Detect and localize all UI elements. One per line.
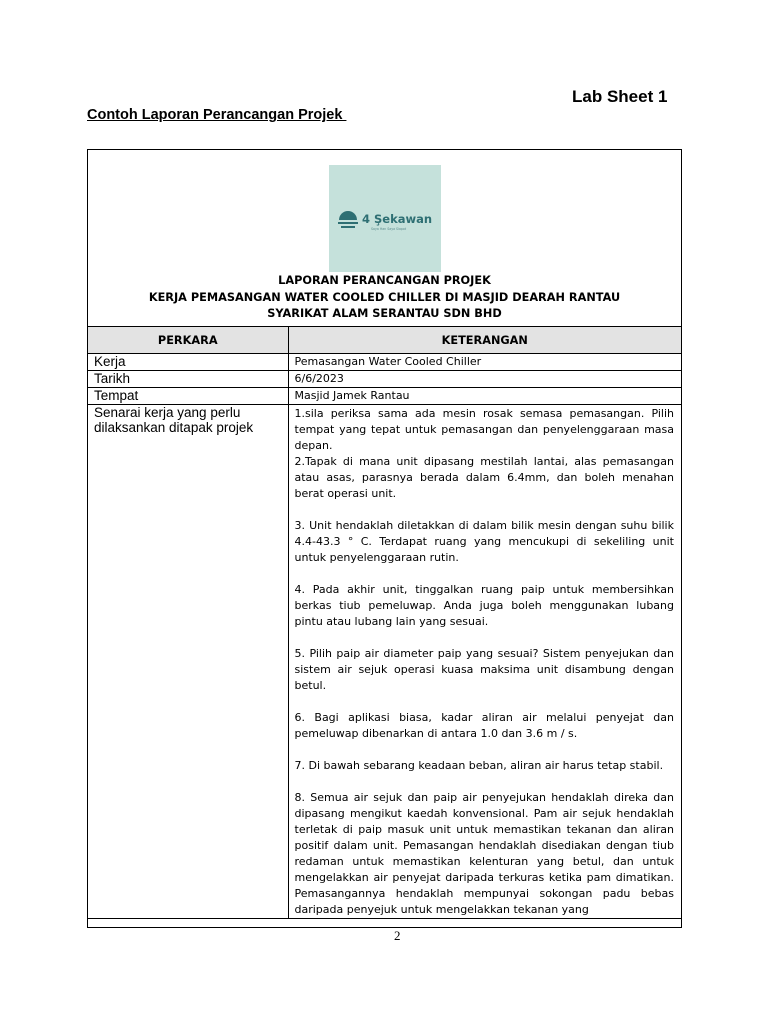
work-item: 2.Tapak di mana unit dipasang mestilah lantai, alas pemasangan atau asas, parasnya berada dalam 6.4mm, dan boleh menahan berat operasi unit. (294, 455, 674, 500)
table-row (88, 354, 681, 371)
row-value-kerja: Pemasangan Water Cooled Chiller (288, 354, 681, 371)
column-header-perkara: PERKARA (88, 327, 288, 354)
work-item: 7. Di bawah sebarang keadaan beban, aliran air harus tetap stabil. (294, 759, 664, 772)
table-row (88, 371, 681, 388)
details-table (88, 326, 681, 919)
report-frame (87, 149, 682, 928)
report-title-line: SYARIKAT ALAM SERANTAU SDN BHD (267, 307, 502, 320)
report-heading (88, 273, 681, 323)
row-value-tempat: Masjid Jamek Rantau (288, 388, 681, 405)
row-label-tempat: Tempat (88, 388, 288, 405)
work-item: 4. Pada akhir unit, tinggalkan ruang paip untuk membersihkan berkas tiub pemeluwap. Anda juga boleh menggunakan lubang pintu atau lubang lain yang sesuai. (294, 583, 674, 628)
report-title-line: LAPORAN PERANCANGAN PROJEK (278, 274, 491, 287)
report-title-line: KERJA PEMASANGAN WATER COOLED CHILLER DI MASJID DEARAH RANTAU (148, 290, 621, 304)
table-row (88, 405, 681, 919)
table-header-row (88, 327, 681, 354)
logo-mark-icon (329, 199, 441, 239)
table-row (88, 388, 681, 405)
row-label-kerja: Kerja (88, 354, 288, 371)
svg-text:Saya Han Saya Siapot: Saya Han Saya Siapot (371, 226, 407, 231)
work-item: 8. Semua air sejuk dan paip air penyejukan hendaklah direka dan dipasang mengikut kaedah konvensional. Pam air sejuk hendaklah terletak di paip masuk unit untuk memastikan tekanan dan aliran positif dalam unit. Pemasangan hendaklah disediakan dengan tiub redaman untuk memastikan kelenturan yang betul, dan untuk mengelakkan air penyejat daripada terkuras ketika pam dimatikan. Pemasangannya hendaklah mempunyai sokongan padu bebas daripada penyejuk untuk mengelakkan tekanan yang (294, 791, 674, 916)
row-value-tarikh: 6/6/2023 (288, 371, 681, 388)
column-header-keterangan: KETERANGAN (288, 327, 681, 354)
document-subtitle: Contoh Laporan Perancangan Projek (87, 107, 347, 123)
svg-text:4 Şekawan: 4 Şekawan (362, 211, 433, 226)
row-label-senarai-kerja: Senarai kerja yang perlu dilaksankan ditapak projek (88, 405, 288, 919)
work-list-cell (288, 405, 681, 919)
work-item: 5. Pilih paip air diameter paip yang sesuai? Sistem penyejukan dan sistem air sejuk operasi kuasa maksima unit disambung dengan betul. (294, 647, 674, 692)
company-logo (329, 165, 441, 272)
work-item: 1.sila periksa sama ada mesin rosak semasa pemasangan. Pilih tempat yang tepat untuk pemasangan dan penyelenggaraan masa depan. (294, 407, 674, 452)
work-item: 6. Bagi aplikasi biasa, kadar aliran air melalui penyejat dan pemeluwap dibenarkan di antara 1.0 dan 3.6 m / s. (294, 711, 674, 740)
work-item: 3. Unit hendaklah diletakkan di dalam bilik mesin dengan suhu bilik 4.4-43.3 ° C. Terdapat ruang yang mencukupi di sekeliling unit untuk penyelenggaraan rutin. (294, 519, 674, 564)
lab-sheet-title: Lab Sheet 1 (572, 87, 668, 106)
page-number: 2 (394, 928, 401, 943)
row-label-tarikh: Tarikh (88, 371, 288, 388)
